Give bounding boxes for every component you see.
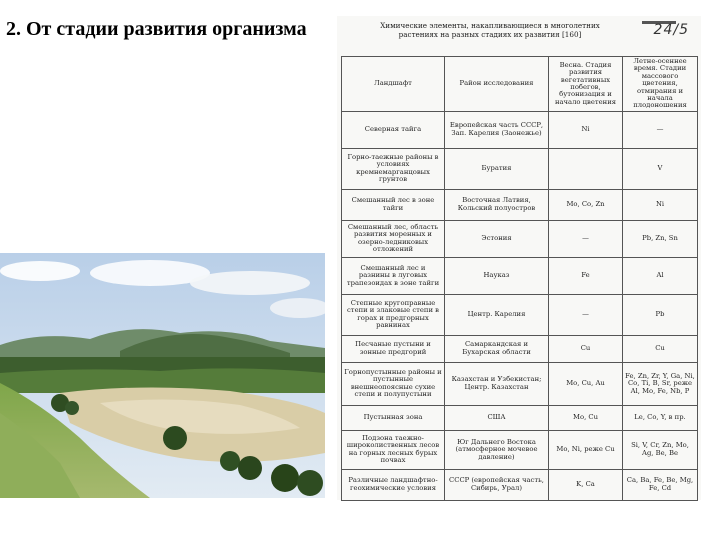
cell-summer: Fe, Zn, Zr, Y, Ga, Ni, Co, Ti, B, Sr, реже Al, Mo, Fe, Nb, P: [623, 362, 698, 405]
cell-summer: Si, V, Cr, Zn, Mo, Ag, Be, Be: [623, 430, 698, 469]
cell-landscape: Смешанный лес в зоне тайги: [342, 189, 445, 220]
cell-region: Эстония: [445, 220, 549, 257]
table-row: [342, 257, 698, 294]
cell-region: Буратия: [445, 148, 549, 189]
cell-summer: Le, Co, Y, в пр.: [623, 405, 698, 430]
table-row: [342, 405, 698, 430]
cell-summer: Al: [623, 257, 698, 294]
steppe-landscape-photo: [0, 253, 325, 498]
table-row: [342, 294, 698, 335]
cell-spring: —: [549, 294, 623, 335]
table-row: [342, 469, 698, 500]
cell-region: Казахстан и Узбекистан; Центр. Казахстан: [445, 362, 549, 405]
cell-summer: Ca, Ba, Fe, Be, Mg, Fe, Cd: [623, 469, 698, 500]
cell-region: Юг Дальнего Востока (атмосферное мочевое давление): [445, 430, 549, 469]
table-header-row: [342, 57, 698, 112]
cell-summer: V: [623, 148, 698, 189]
table-row: [342, 362, 698, 405]
cell-region: Науказ: [445, 257, 549, 294]
cell-landscape: Подзона таежно-широколиственных лесов на горных лесных бурых почвах: [342, 430, 445, 469]
cell-landscape: Различные ландшафтно-геохимические условия: [342, 469, 445, 500]
header-spring: Весна. Стадия развития вегетативных побегов, бутонизация и начало цветения: [549, 57, 623, 112]
slide-title: 2. От стадии развития организма: [6, 18, 307, 40]
cell-landscape: Смешанный лес, область развития моренных и озерно-ледниковых отложений: [342, 220, 445, 257]
cell-region: Центр. Карелия: [445, 294, 549, 335]
cell-region: Восточная Латвия, Кольский полуостров: [445, 189, 549, 220]
header-region: Район исследования: [445, 57, 549, 112]
page-number: 24/5: [653, 22, 689, 38]
cell-spring: Cu: [549, 335, 623, 362]
cell-summer: —: [623, 111, 698, 148]
cell-spring: [549, 148, 623, 189]
cell-region: СССР (европейская часть, Сибирь, Урал): [445, 469, 549, 500]
cell-summer: Pb, Zn, Sn: [623, 220, 698, 257]
table-row: [342, 335, 698, 362]
table-row: [342, 111, 698, 148]
table-row: [342, 220, 698, 257]
table-row: [342, 148, 698, 189]
cell-region: Европейская часть СССР, Зап. Карелия (Заонежье): [445, 111, 549, 148]
cell-spring: —: [549, 220, 623, 257]
cell-landscape: Горно-таежные районы в условиях кремнемарганцовых грунтов: [342, 148, 445, 189]
cell-landscape: Северная тайга: [342, 111, 445, 148]
cell-spring: Mo, Cu, Au: [549, 362, 623, 405]
cell-summer: Cu: [623, 335, 698, 362]
table-row: [342, 189, 698, 220]
scanned-table-page: [337, 16, 701, 500]
cell-region: Самаркандская и Бухарская области: [445, 335, 549, 362]
header-summer-autumn: Летне-осеннее время. Стадии массового цветения, отмирания и начала плодоношения: [623, 57, 698, 112]
cell-landscape: Пустынная зона: [342, 405, 445, 430]
cell-spring: Mo, Ni, реже Cu: [549, 430, 623, 469]
cell-spring: Ni: [549, 111, 623, 148]
header-landscape: Ландшафт: [342, 57, 445, 112]
table-row: [342, 430, 698, 469]
elements-table: [341, 56, 698, 501]
cell-spring: Mo, Co, Zn: [549, 189, 623, 220]
cell-landscape: Песчаные пустыни и зонные предгорий: [342, 335, 445, 362]
cell-landscape: Степные кругоправные степи и злаковые степи в горах и предгорных равнинах: [342, 294, 445, 335]
cell-spring: Fe: [549, 257, 623, 294]
cell-spring: Mo, Cu: [549, 405, 623, 430]
cell-spring: K, Ca: [549, 469, 623, 500]
cell-landscape: Смешанный лес и разнины в луговых трапезоидах в зоне тайги: [342, 257, 445, 294]
cell-summer: Ni: [623, 189, 698, 220]
landscape-image: [0, 253, 325, 498]
cell-summer: Pb: [623, 294, 698, 335]
cell-landscape: Горнопустынные районы и пустынные внешнеопоясные сухие степи и полупустыни: [342, 362, 445, 405]
cell-region: США: [445, 405, 549, 430]
table-caption: Химические элементы, накапливающиеся в многолетних растениях на разных стадиях их развития [160]: [380, 21, 600, 39]
